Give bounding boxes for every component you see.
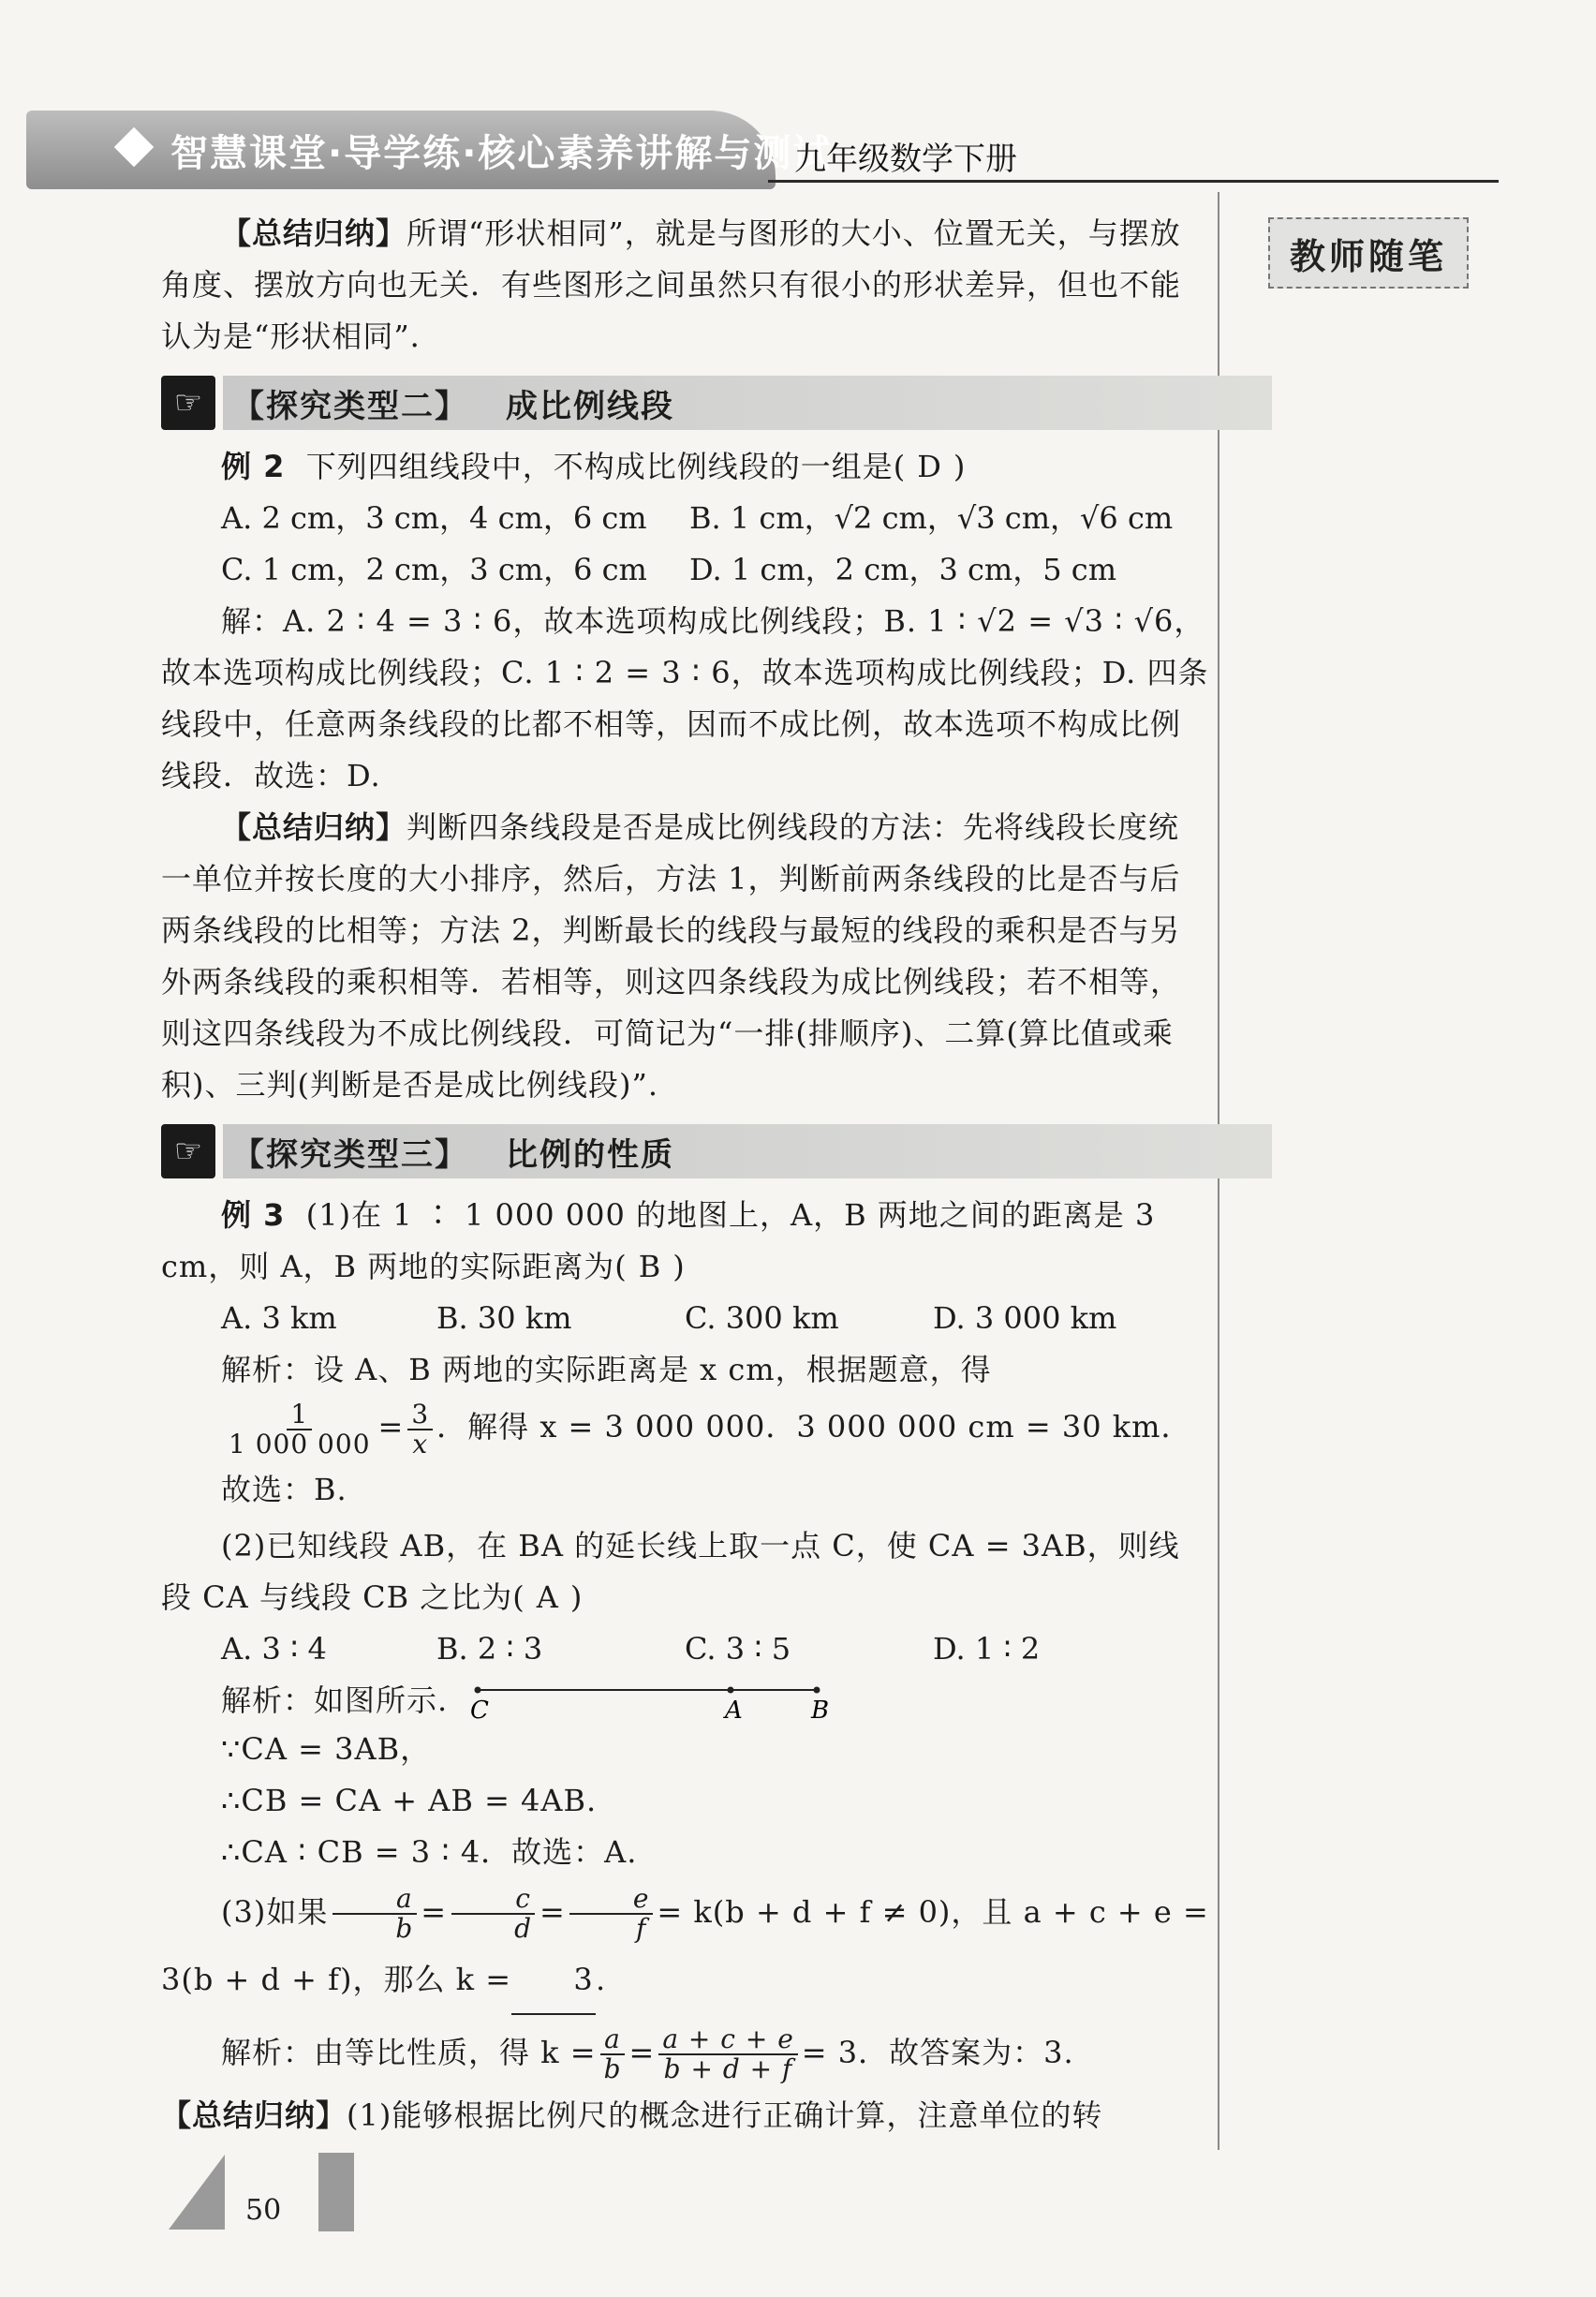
option-b: B. 30 km bbox=[436, 1300, 572, 1336]
summary-2: 【总结归纳】判断四条线段是否是成比例线段的方法：先将线段长度统一单位并按长度的大小排序，然后，方法 1，判断前两条线段的比是否与后两条线段的比相等；方法 2，判断最长的线段与最短的线段的乘积是否与另外两条线段的乘积相等．若相等，则这四条线段为成比例线段；若不相等，则这四条线段为不成比例线段．可简记为“一排(排顺序)、二算(算比值或乘积)、三判(判断是否是成比例线段)”. bbox=[161, 809, 1182, 1103]
example-2-solution: 解：A. 2 ∶ 4 = 3 ∶ 6，故本选项构成比例线段；B. 1 ∶ √2 = √3 ∶ √6，故本选项构成比例线段；C. 1 ∶ 2 = 3 ∶ 6，故本选项构成比例线段；D. 四条线段中，任意两条线段的比都不相等，因而不成比例，故本选项不构成比例线段．故选：D. bbox=[161, 603, 1209, 793]
fraction-a-over-b: $\frac{a}{b}$ bbox=[600, 2025, 626, 2083]
section-title: 比例的性质 bbox=[506, 1135, 674, 1174]
summary-1: 【总结归纳】所谓“形状相同”，就是与图形的大小、位置无关，与摆放角度、摆放方向也无关．有些图形之间虽然只有很小的形状差异，但也不能认为是“形状相同”． bbox=[161, 215, 1182, 354]
header-rule bbox=[768, 180, 1499, 183]
example-3-q2: (2)已知线段 AB，在 BA 的延长线上取一点 C，使 CA = 3AB，则线段 CA 与线段 CB 之比为( A ) bbox=[161, 1527, 1180, 1615]
point-a-dot bbox=[728, 1686, 734, 1693]
point-a-label: A bbox=[725, 1696, 743, 1724]
solution-step: ∴CB = CA + AB = 4AB. bbox=[221, 1782, 598, 1818]
grade-label: 九年级数学下册 bbox=[794, 141, 1017, 178]
section-type-3 bbox=[161, 1124, 1210, 1178]
solution-step: ∵CA = 3AB， bbox=[221, 1730, 432, 1767]
option-d: D. 1 cm，2 cm，3 cm，5 cm bbox=[689, 552, 1117, 587]
pointing-hand-icon: ☞ bbox=[161, 376, 215, 430]
option-a: A. 2 cm，3 cm，4 cm，6 cm bbox=[221, 500, 647, 536]
section-label: 【探究类型三】 bbox=[232, 1135, 468, 1174]
example-2-options-row-1 bbox=[161, 493, 1210, 544]
summary-3: 【总结归纳】(1)能够根据比例尺的概念进行正确计算，注意单位的转 bbox=[161, 2097, 1103, 2133]
section-label: 【探究类型二】 bbox=[232, 387, 468, 425]
option-c: C. 1 cm，2 cm，3 cm，6 cm bbox=[221, 552, 647, 587]
option-c: C. 3 ∶ 5 bbox=[685, 1630, 791, 1667]
answer-blank: 3 bbox=[511, 1946, 596, 2015]
example-3-q3: (3)如果 $\frac{a}{b}$ = $\frac{c}{d}$ = $\frac{e}{f}$ = k(b + d + f ≠ 0)，且 a + c + e = 3(b + d + f)，那么 k = 3. bbox=[161, 1878, 1210, 2015]
footer-bar bbox=[318, 2153, 354, 2231]
point-b-label: B bbox=[811, 1696, 830, 1724]
teacher-notes-box: 教师随笔 bbox=[1268, 217, 1469, 289]
example-3-q1-solution-b: $\frac{1}{1 000 000}$ = $\frac{3}{x}$ ．解得 x = 3 000 000．3 000 000 cm = 30 km．故选：B. bbox=[221, 1398, 1192, 1507]
segment-figure-row bbox=[161, 1675, 1210, 1724]
point-c-dot bbox=[475, 1686, 481, 1693]
option-b: B. 2 ∶ 3 bbox=[436, 1630, 543, 1667]
example-3-q3-solution: 解析：由等比性质，得 k = $\frac{a}{b}$ = $\frac{a + c + e}{b + d + f}$ = 3．故答案为：3. bbox=[221, 2023, 1074, 2084]
fraction-a-over-b: $\frac{a}{b}$ bbox=[332, 1885, 417, 1943]
option-c: C. 300 km bbox=[685, 1300, 839, 1336]
fraction: $\frac{1}{1 000 000}$ bbox=[229, 1398, 371, 1460]
footer-triangle bbox=[169, 2155, 225, 2230]
option-a: A. 3 ∶ 4 bbox=[221, 1630, 327, 1667]
example-2-question: 例 2 下列四组线段中，不构成比例线段的一组是( D ) bbox=[221, 449, 967, 484]
option-a: A. 3 km bbox=[221, 1300, 337, 1336]
example-3-q1: 例 3 (1)在 1 ∶ 1 000 000 的地图上，A，B 两地之间的距离是 3 cm，则 A，B 两地的实际距离为( B ) bbox=[161, 1197, 1156, 1284]
example-3-q1-solution-a: 解析：设 A、B 两地的实际距离是 x cm，根据题意，得 bbox=[221, 1352, 992, 1387]
section-type-2 bbox=[161, 376, 1210, 430]
page-number: 50 bbox=[245, 2194, 282, 2227]
option-d: D. 1 ∶ 2 bbox=[933, 1630, 1041, 1667]
fraction-sum: $\frac{a + c + e}{b + d + f}$ bbox=[658, 2025, 797, 2083]
example-3-q2-options bbox=[161, 1623, 1210, 1675]
solution-step: ∴CA ∶ CB = 3 ∶ 4．故选：A. bbox=[221, 1833, 638, 1870]
fraction: $\frac{3}{x}$ bbox=[407, 1400, 433, 1459]
point-c-label: C bbox=[470, 1696, 489, 1724]
section-title: 成比例线段 bbox=[506, 387, 674, 425]
fraction-e-over-f: $\frac{e}{f}$ bbox=[569, 1885, 654, 1943]
point-b-dot bbox=[814, 1686, 820, 1693]
pointing-hand-icon: ☞ bbox=[161, 1124, 215, 1178]
option-d: D. 3 000 km bbox=[933, 1300, 1117, 1336]
example-3-q1-options bbox=[161, 1293, 1210, 1344]
option-b: B. 1 cm，√2 cm，√3 cm，√6 cm bbox=[689, 500, 1174, 536]
fraction-c-over-d: $\frac{c}{d}$ bbox=[451, 1885, 536, 1943]
book-title: 智慧课堂·导学练·核心素养讲解与测试 bbox=[170, 132, 833, 175]
segment-diagram bbox=[470, 1675, 845, 1724]
example-2-options-row-2 bbox=[161, 544, 1210, 596]
page-content bbox=[161, 208, 1210, 2141]
example-3-q2-solution-intro: 解析：如图所示. bbox=[221, 1682, 449, 1718]
